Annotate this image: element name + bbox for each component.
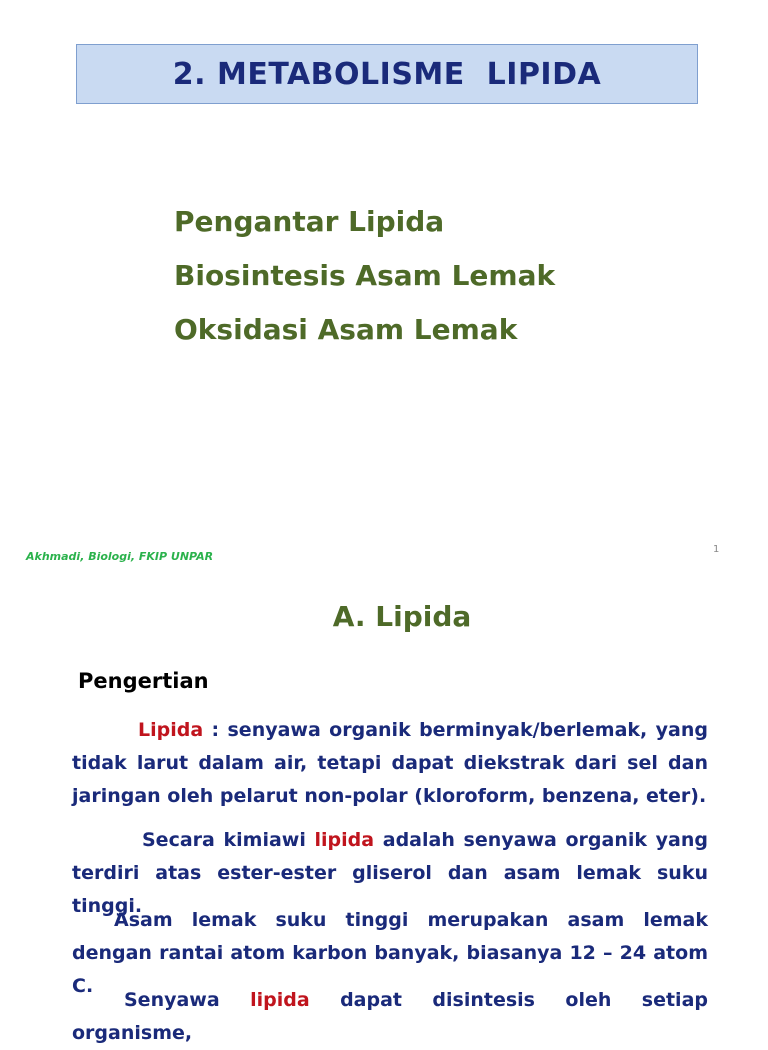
slide-title-box (76, 44, 698, 104)
footer-author: Akhmadi, Biologi, FKIP UNPAR (26, 550, 214, 563)
paragraph-text: : senyawa organik berminyak/berlemak, yang tidak larut dalam air, tetapi dapat diekstrak dari sel dan jaringan oleh pelarut non-polar (kloroform, benzena, eter). (72, 719, 708, 807)
paragraph-text: Senyawa (124, 989, 251, 1011)
topic-item: Biosintesis Asam Lemak (174, 259, 556, 292)
highlight-term: Lipida (138, 719, 204, 741)
highlight-term: lipida (250, 989, 310, 1011)
paragraph-text: adalah senyawa organik yang terdiri atas ester-ester gliserol dan asam lemak suku tinggi. (72, 829, 709, 917)
topic-item: Pengantar Lipida (174, 205, 445, 238)
highlight-term: lipida (314, 829, 375, 851)
paragraph-definition (72, 714, 708, 813)
topic-list (174, 200, 555, 362)
slide-title: 2. METABOLISME LIPIDA (172, 56, 602, 92)
paragraph-text: Asam lemak suku tinggi merupakan asam lemak dengan rantai atom karbon banyak, biasanya 12 – 24 atom C. (72, 909, 708, 997)
page-number: 1 (713, 544, 720, 555)
paragraph-synthesis (72, 984, 708, 1050)
slide-2 (0, 578, 768, 1044)
section-heading: A. Lipida (332, 600, 472, 633)
sub-heading: Pengertian (78, 669, 209, 693)
paragraph-text: dapat disintesis oleh setiap organisme, (72, 989, 708, 1044)
paragraph-text: Secara kimiawi (142, 829, 315, 851)
topic-item: Oksidasi Asam Lemak (174, 313, 518, 346)
